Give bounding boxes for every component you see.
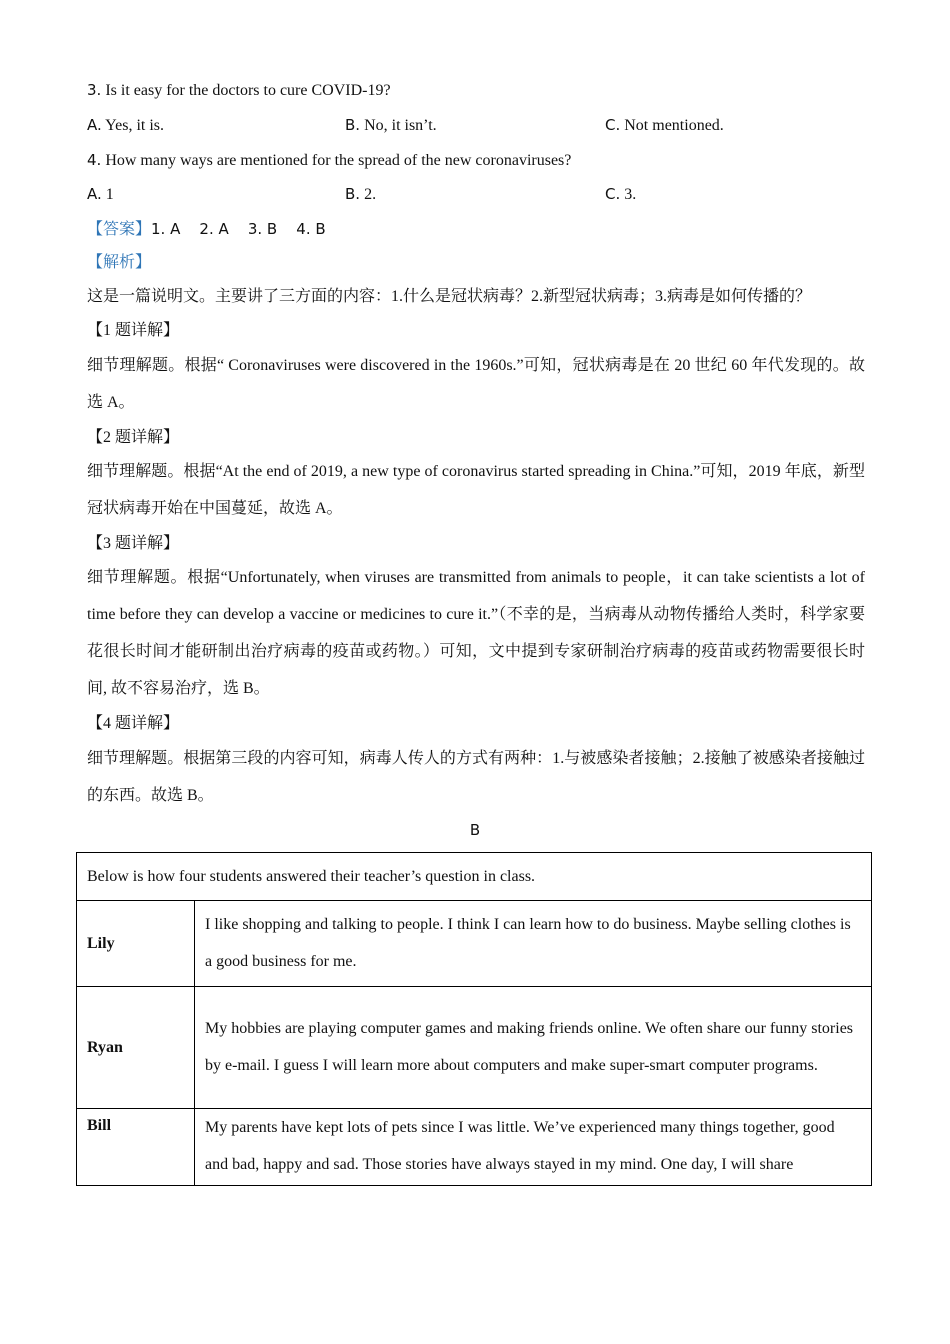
student-answer: I like shopping and talking to people. I think I can learn how to do business. Maybe selling clothes is a good business for me. (195, 901, 872, 987)
analysis-label: 【解析】 (87, 254, 152, 271)
student-name: Ryan (77, 987, 195, 1109)
detail-4-heading: 【4 题详解】 (87, 715, 180, 732)
detail-1-text: 细节理解题。根据“ Coronaviruses were discovered in the 1960s.”可知，冠状病毒是在 20 世纪 60 年代发现的。故选 A。 (87, 357, 865, 411)
question-3 (87, 80, 391, 101)
detail-2-heading: 【2 题详解】 (87, 429, 180, 446)
student-answer: My hobbies are playing computer games and making friends online. We often share our funny stories by e-mail. I guess I will learn more about computers and make super-smart computer programs. (195, 987, 872, 1109)
table-row (77, 987, 872, 1109)
option-text: Not mentioned. (624, 117, 724, 134)
option-text: 2. (364, 186, 377, 203)
option-letter: A. (87, 185, 102, 203)
option-text: No, it isn’t. (364, 117, 437, 134)
detail-3-text: 细节理解题。根据“Unfortunately, when viruses are transmitted from animals to people，it can take scientists a lot of time before they can develop a vaccine or medicines to cure it.”（不幸的是，当病毒从动物传播给人类时，科学家要花很长时间才能研制出治疗病毒的疫苗或药物。）可知，文中提到专家研制治疗病毒的疫苗或药物需要很长时间, 故不容易治疗，选 B。 (87, 569, 865, 697)
detail-4-text: 细节理解题。根据第三段的内容可知，病毒人传人的方式有两种：1.与被感染者接触；2.接触了被感染者接触过的东西。故选 B。 (87, 750, 865, 804)
question-3-option-b (345, 115, 437, 136)
option-text: 1 (105, 186, 114, 203)
detail-1-heading: 【1 题详解】 (87, 322, 180, 339)
question-text: Is it easy for the doctors to cure COVID-19? (105, 82, 391, 99)
option-text: 3. (624, 186, 637, 203)
detail-3-heading: 【3 题详解】 (87, 535, 180, 552)
section-label: B (469, 821, 481, 839)
question-4 (87, 150, 571, 171)
answer-line (87, 219, 326, 240)
passage-table (76, 852, 872, 1186)
table-row (77, 901, 872, 987)
question-number: 3. (87, 81, 102, 99)
answer-label: 【答案】 (87, 221, 152, 238)
option-letter: B. (345, 185, 361, 203)
question-3-option-a (87, 115, 164, 136)
question-4-option-c (605, 184, 636, 205)
question-text: How many ways are mentioned for the spread of the new coronaviruses? (105, 152, 572, 169)
table-row (77, 853, 872, 901)
option-letter: C. (605, 116, 621, 134)
question-3-option-c (605, 115, 724, 136)
option-letter: C. (605, 185, 621, 203)
option-text: Yes, it is. (105, 117, 165, 134)
detail-2-text: 细节理解题。根据“At the end of 2019, a new type of coronavirus started spreading in China.”可知，2019 年底，新型冠状病毒开始在中国蔓延，故选 A。 (87, 463, 865, 517)
table-row (77, 1109, 872, 1186)
option-letter: B. (345, 116, 361, 134)
option-letter: A. (87, 116, 102, 134)
answer-values: 1. A 2. A 3. B 4. B (151, 220, 326, 238)
student-name: Bill (77, 1109, 195, 1186)
question-4-option-b (345, 184, 376, 205)
student-name: Lily (77, 901, 195, 987)
question-number: 4. (87, 151, 102, 169)
student-answer: My parents have kept lots of pets since I was little. We’ve experienced many things together, good and bad, happy and sad. Those stories have always stayed in my mind. One day, I will share (195, 1109, 872, 1186)
question-4-option-a (87, 184, 114, 205)
passage-intro: Below is how four students answered their teacher’s question in class. (77, 853, 872, 901)
analysis-intro: 这是一篇说明文。主要讲了三方面的内容：1.什么是冠状病毒？2.新型冠状病毒；3.病毒是如何传播的？ (87, 288, 812, 305)
